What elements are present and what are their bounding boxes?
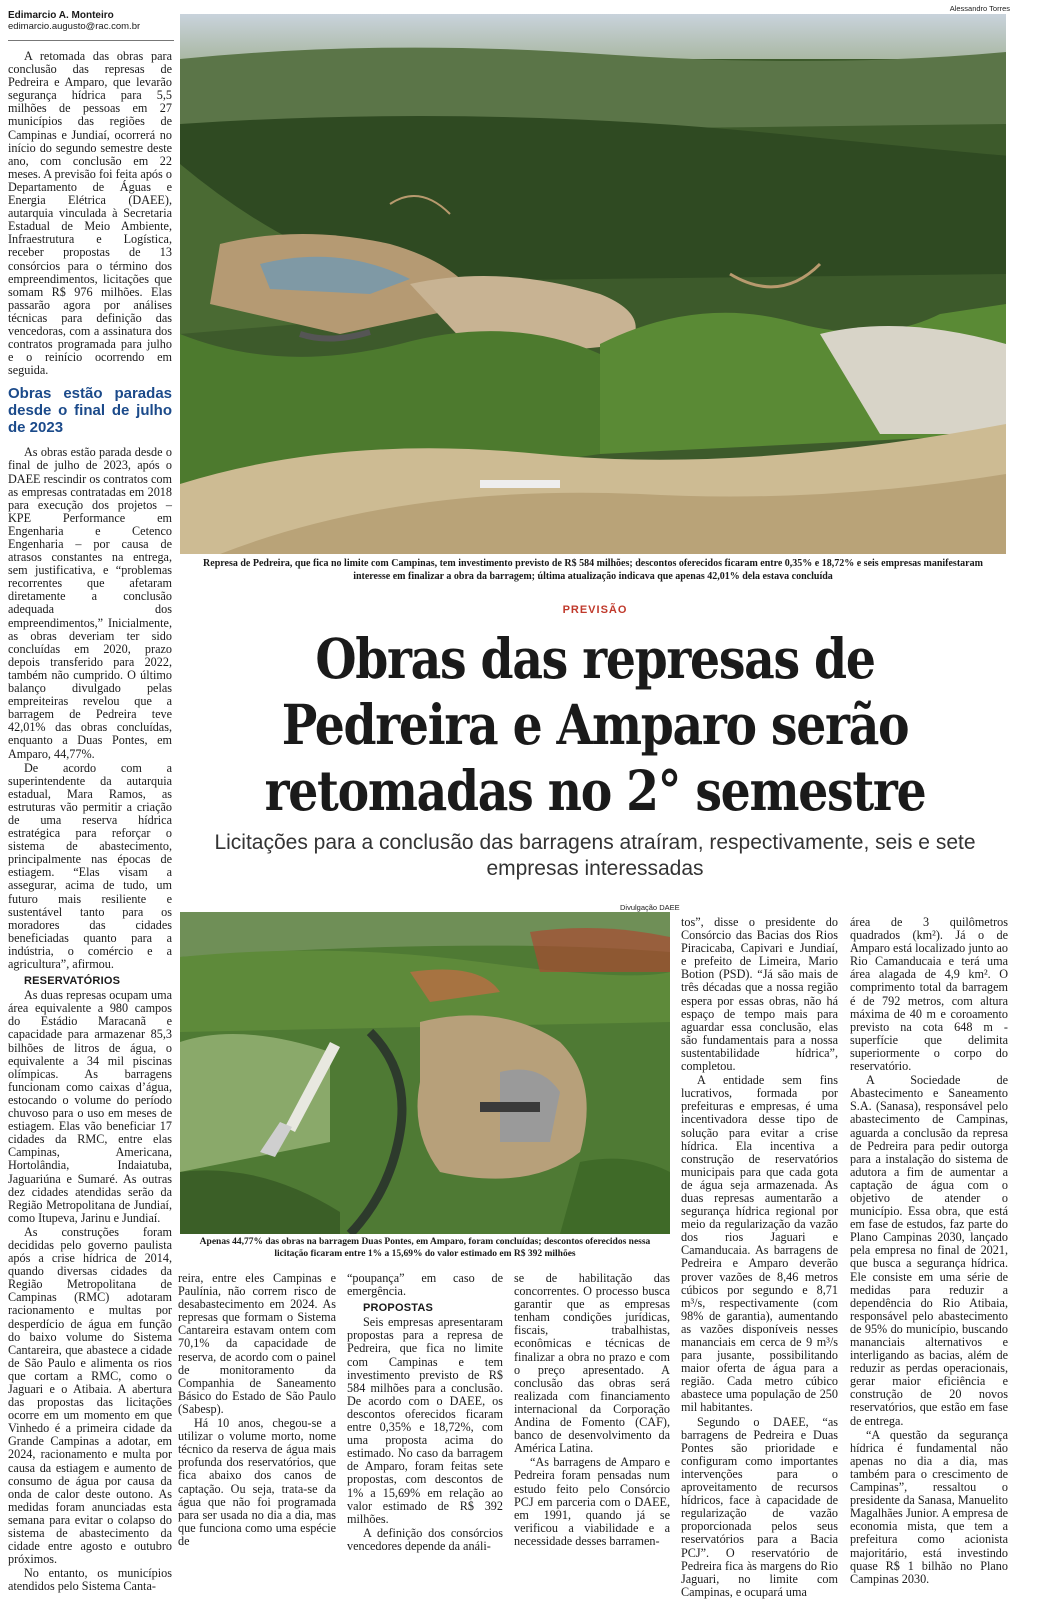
column-6 [850, 916, 1008, 1587]
paragraph: De acordo com a superintendente da autarquia estadual, Mara Ramos, as estruturas vão permitir a criação de uma reserva hídrica estratégica para reforçar o sistema de abastecimento, principalmente nas épocas de estiagem. “Elas visam a assegurar, acima de tudo, um futuro mais resiliente e sustentável tanto para os moradores das cidades beneficiadas quanto para a indústria, o comércio e a agricultura”, afirmou. [8, 760, 172, 971]
paragraph: As construções foram decididas pelo governo paulista após a crise hídrica de 2014, quando diversas cidades da Região Metropolitana de Campinas (RMC) adotaram racionamento e multas por desperdício de água em função do baixo volume do Sistema Cantareira, que abastece a cidade de São Paulo e alimenta os rios que cortam a RMC, como o Jaguari e o Atibaia. A abertura das propostas das licitações ocorre em um momento em que Vinhedo é a primeira cidade da Grande Campinas a adotar, em 2024, racionamento e multa por causa da estiagem e aumento de consumo de água por causa da onda de calor deste outono. As medidas foram anunciadas esta semana para evitar o colapso do sistema de abastecimento da cidade entre agosto e outubro próximos. [8, 1224, 172, 1567]
byline-divider [8, 40, 174, 41]
paragraph: “As barragens de Amparo e Pedreira foram pensadas num estudo feito pelo Consórcio PCJ em parceria com o DAEE, em 1991, quando já se verificou a viabilidade e a necessidade desses barramen- [514, 1455, 670, 1548]
column-4 [514, 1272, 670, 1549]
author-email[interactable]: edimarcio.augusto@rac.com.br [8, 21, 141, 32]
paragraph: Há 10 anos, chegou-se a utilizar o volume morto, nome técnico da reserva de água mais profunda dos reservatórios, que fica abaixo dos canos de captação. Ou seja, trata-se da água que não foi programada para ser usada no dia a dia, mas que funciona como uma espécie de [178, 1416, 336, 1548]
lead-paragraph: A retomada das obras para conclusão das represas de Pedreira e Amparo, que levarão segurança hídrica para 5,5 milhões de pessoas em 27 municípios das regiões de Campinas e Jundiaí, ocorrerá no início do segundo semestre deste ano, com conclusão em 22 meses. A previsão foi feita após o Departamento de Águas e Energia Elétrica (DAEE), autarquia vinculada à Secretaria Estadual de Meio Ambiente, Infraestrutura e Logística, receber propostas de 13 consórcios para o término dos empreendimentos, licitações que somam R$ 976 milhões. Elas passarão agora por análises técnicas para definição das vencedoras, com a assinatura dos contratos programada para julho e o reinício ocorrendo em seguida. [8, 49, 172, 378]
column-3 [347, 1272, 503, 1554]
photo-caption: Apenas 44,77% das obras na barragem Duas Pontes, em Amparo, foram concluídas; descontos oferecidos nessa licitação ficaram entre 1% a 15,69% do valor estimado em R$ 392 milhões [199, 1237, 651, 1259]
kicker: PREVISÃO [562, 604, 628, 616]
paragraph: “poupança” em caso de emergência. [347, 1271, 503, 1299]
author-name: Edimarcio A. Monteiro [8, 10, 114, 21]
paragraph: A definição dos consórcios vencedores depende da análi- [347, 1525, 503, 1553]
deck-subtitle: Licitações para a conclusão das barragens atraíram, respectivamente, seis e sete empresas interessadas [214, 831, 976, 880]
paragraph: A Sociedade de Abastecimento e Saneamento S.A. (Sanasa), responsável pelo abastecimento de Campinas, aguarda a conclusão da represa de Pedreira para pedir outorga para a instalação do sistema de adutora a fim de aumentar a captação de água com o objetivo de atender o município. Essa obra, que está em fase de estudos, faz parte do Plano Campinas 2030, lançado pela empresa no final de 2021, que busca a segurança hídrica. Ele consiste em uma série de medidas para reduzir a dependência do Rio Atibaia, responsável pelo abastecimento de 95% do município, buscando mananciais alternativos e interligando as bacias, além de reduzir as perdas operacionais, gerar maior eficiência e construção de 20 novos reservatórios, que estão em fase de entrega. [850, 1073, 1008, 1428]
paragraph: As obras estão parada desde o final de julho de 2023, após o DAEE rescindir os contratos com as empresas contratadas em 2018 para execução dos projetos – KPE Performance em Engenharia e Cetenco Engenharia – por causa de atrasos constantes na entrega, sem justificativa, e “problemas recorrentes que afetaram diretamente a conclusão adequada dos empreendimentos,” Inicialmente, as obras deveriam ter sido concluídas em 2020, prazo depois transferido para 2022, também não cumprido. O último balanço divulgado pelas empreiteiras revelou que a barragem de Pedreira teve 42,01% das obras concluídas, enquanto a Duas Pontes, em Amparo, 44,77%. [8, 445, 172, 761]
photo-caption: Represa de Pedreira, que fica no limite com Campinas, tem investimento previsto de R$ 584 milhões; descontos oferecidos ficaram entre 0,35% e 18,72% e seis empresas manifestaram interesse em finalizar a obra da barragem; última atualização indicava que apenas 42,01% dela estava concluída [203, 558, 983, 582]
paragraph: “A questão da segurança hídrica é fundamental não apenas no dia a dia, mas também para o crescimento de Campinas”, ressaltou o presidente da Sanasa, Manuelito Magalhães Junior. A empresa de economia mista, que tem a prefeitura como acionista majoritário, está investindo quase R$ 1 bilhão no Plano Campinas 2030. [850, 1427, 1008, 1586]
headline: Obras das represas de Pedreira e Amparo serão retomadas no 2° semestre [264, 626, 926, 823]
landscape-illustration [180, 912, 670, 1234]
dam-aerial-photo-pedreira [180, 14, 1006, 554]
byline [8, 10, 178, 32]
section-heading-propostas: PROPOSTAS [363, 1302, 434, 1315]
column-5 [681, 916, 838, 1600]
paragraph: As duas represas ocupam uma área equivalente a 980 campos do Estádio Maracanã e capacidade para armazenar 85,3 bilhões de litros de água, o equivalente a 34 mil piscinas olímpicas. As barragens funcionam como caixas d’água, estocando o volume do período chuvoso para o uso em meses de estiagem. Elas vão beneficiar 17 cidades da RMC, entre elas Campinas, Americana, Hortolândia, Indaiatuba, Jaguariúna e Sumaré. As outras dez cidades atendidas serão da Região Metropolitana de Jundiaí, como Itupeva, Jarinu e Jundiaí. [8, 988, 172, 1225]
column-2 [178, 1272, 336, 1549]
section-heading-reservatorios: RESERVATÓRIOS [24, 975, 121, 988]
subheading: Obras estão paradas desde o final de julho de 2023 [8, 385, 172, 437]
paragraph: reira, entre eles Campinas e Paulínia, não correm risco de desabastecimento em 2024. As represas que formam o Sistema Cantareira estavam ontem com 70,1% da capacidade de reserva, de acordo com o painel de monitoramento da Companhia de Saneamento Básico do Estado de São Paulo (Sabesp). [178, 1271, 336, 1416]
paragraph: área de 3 quilômetros quadrados (km²). Já o de Amparo está localizado junto ao Rio Camanducaia e terá uma área alagada de 4,9 km². O comprimento total da barragem é de 792 metros, com altura máxima de 40 m e coroamento previsto na cota 648 m - superfície que delimita superiormente o corpo do reservatório. [850, 915, 1008, 1074]
photo-credit: Divulgação DAEE [620, 903, 680, 912]
dam-aerial-photo-amparo [180, 912, 670, 1234]
paragraph: se de habilitação das concorrentes. O processo busca garantir que as empresas tenham condições jurídicas, fiscais, trabalhistas, econômicas e técnicas de finalizar a obra no prazo e com o preço apresentado. A conclusão das obras será realizada com financiamento internacional da Corporação Andina de Fomento (CAF), banco de desenvolvimento da América Latina. [514, 1271, 670, 1456]
paragraph: No entanto, os municípios atendidos pelo Sistema Canta- [8, 1566, 172, 1594]
column-1 [8, 50, 172, 1595]
photo-credit: Alessandro Torres [949, 4, 1010, 13]
paragraph: Segundo o DAEE, “as barragens de Pedreira e Duas Pontes são prioridade e configuram como importantes intervenções para o aproveitamento de recursos hídricos, face à capacidade de regularização de vazão proporcionada pelos seus reservatórios para a Bacia PCJ”. O reservatório de Pedreira fica às margens do Rio Jaguari, no limite com Campinas, e ocupará uma [681, 1414, 838, 1599]
paragraph: A entidade sem fins lucrativos, formada por prefeituras e empresas, é uma incentivadora desse tipo de solução para evitar a crise hídrica. Ela incentiva a construção de reservatórios municipais para que cada gota de água seja armazenada. As duas represas aumentarão a segurança hídrica regional por meio da regularização da vazão dos rios Jaguari e Camanducaia. As barragens de Pedreira e Amparo deverão prover vazões de 8,46 metros cúbicos por segundo e 8,71 m³/s, respectivamente (com 98% de garantia), aumentando as vazões disponíveis nesses mananciais em cerca de 9 m³/s para jusante, possibilitando maior oferta de água para a região. Cada metro cúbico abastece uma população de 250 mil habitantes. [681, 1073, 838, 1415]
paragraph: Seis empresas apresentaram propostas para a represa de Pedreira, que fica no limite com Campinas e tem investimento previsto de R$ 584 milhões para a conclusão. De acordo com o DAEE, os descontos oferecidos ficaram entre 0,35% e 18,72%, com uma proposta acima do estimado. No caso da barragem de Amparo, foram feitas sete propostas, com descontos de 1% a 15,69% em relação ao valor estimado de R$ 392 milhões. [347, 1315, 503, 1526]
landscape-illustration [180, 14, 1006, 554]
paragraph: tos”, disse o presidente do Consórcio das Bacias dos Rios Piracicaba, Capivari e Jundiaí, e prefeito de Limeira, Mario Botion (PSD). “Já são mais de três décadas que a nossa região espera por essas obras, não há espaço de tempo mais para aguardar essa conclusão, elas são fundamentais para a nossa sustentabilidade hídrica”, completou. [681, 915, 838, 1074]
